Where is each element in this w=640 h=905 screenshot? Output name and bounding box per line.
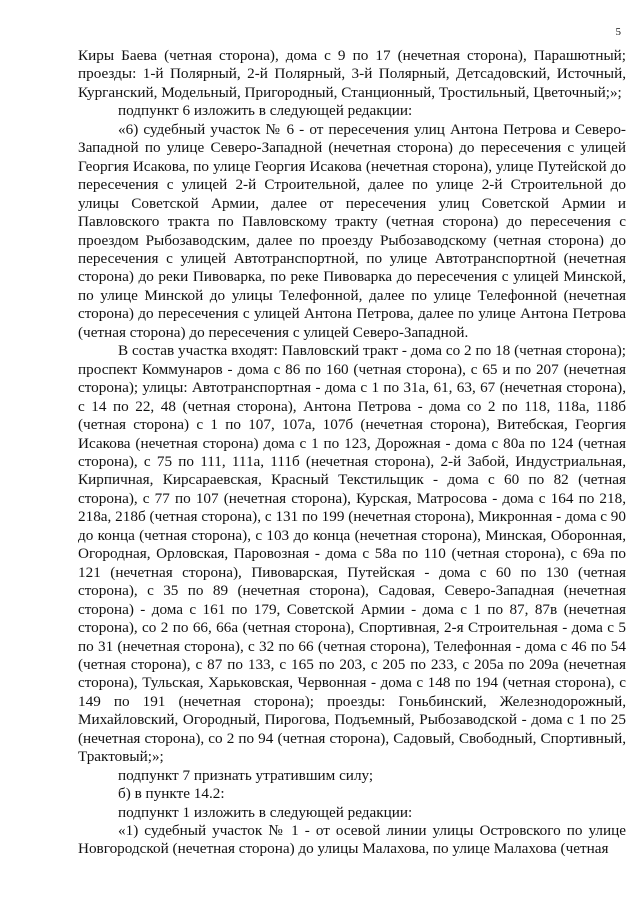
paragraph-subpoint-6-heading: подпункт 6 изложить в следующей редакции: xyxy=(118,102,413,120)
paragraph-subpoint-7: подпункт 7 признать утратившим силу; xyxy=(118,766,374,784)
paragraph-court-district-1: «1) судебный участок № 1 - от осевой линии улицы Островского по улице Новгородской (нечетная сторона) до улицы Малахова, по улице Малахова (четная xyxy=(78,822,626,858)
paragraph-court-district-6: «6) судебный участок № 6 - от пересечения улиц Антона Петрова и Северо-Западной по улице Северо-Западной (нечетная сторона) до пересечения с улицей Георгия Исакова, по улице Георгия Исакова (нечетная сторона), улице Путейской до пересечения с улицей 2-й Строительной, далее по улице 2-й Строительной до улицы Советской Армии, далее от пересечения улиц Советской Армии и Павловского тракта по Павловскому тракту (четная сторона) до пересечения с проездом Рыбозаводским, далее по проезду Рыбозаводскому (четная сторона) до пересечения с улицей Автотранспортной, по улице Автотранспортной (нечетная сторона) до реки Пивоварка, по реке Пивоварка до пересечения с улицей Минской, по улице Минской до улицы Телефонной, далее по улице Телефонной (нечетная сторона) до пересечения с улицей Антона Петрова, далее по улице Антона Петрова (четная сторона) до пересечения с улицей Северо-Западной. xyxy=(78,120,626,341)
paragraph-district-composition: В состав участка входят: Павловский тракт - дома со 2 по 18 (четная сторона); проспект Коммунаров - дома с 86 по 160 (четная сторона), с 65 и по 207 (нечетная сторона); улицы: Автотранспортная - дома с 1 по 31а, 61, 63, 67 (нечетная сторона), с 14 по 22, 48 (четная сторона), Антона Петрова - дома со 2 по 118, 118а, 118б (четная сторона) с 1 по 107, 107а, 107б (нечетная сторона), Витебская, Георгия Исакова (нечетная сторона) дома с 1 по 123, Дорожная - дома с 80а по 124 (четная сторона), с 75 по 111, 111а, 111б (нечетная сторона), 2-й Забой, Индустриальная, Кирпичная, Кирсараевская, Красный Текстильщик - дома с 60 по 82 (четная сторона), с 77 по 107 (нечетная сторона), Курская, Матросова - дома с 164 по 218, 218а, 218б (четная сторона), с 131 по 199 (нечетная сторона), Микронная - дома с 90 до конца (четная сторона), с 103 до конца (нечетная сторона), Минская, Оборонная, Огородная, Орловская, Паровозная - дома с 58а по 110 (четная сторона), с 69а по 121 (нечетная сторона), Пивоварская, Путейская - дома с 60 по 130 (четная сторона), с 35 по 89 (нечетная сторона), Садовая, Северо-Западная (нечетная сторона) - дома с 161 по 179, Советской Армии - дома с 1 по 87, 87в (нечетная сторона), со 2 по 66, 66а (четная сторона), Спортивная, 2-я Строительная - дома с 5 по 31 (нечетная сторона), с 32 по 66 (четная сторона), Телефонная - дома с 46 по 54 (четная сторона), с 87 по 133, с 165 по 203, с 205 по 233, с 205а по 209а (нечетная сторона), Тульская, Харьковская, Червонная - дома с 148 по 194 (четная сторона), с 149 по 191 (нечетная сторона); проезды: Гоньбинский, Железнодорожный, Михайловский, Огородный, Пирогова, Подъемный, Рыбозаводской - дома с 1 по 25 (нечетная сторона), со 2 по 94 (четная сторона), Садовый, Свободный, Спортивный, Трактовый;»; xyxy=(78,342,626,766)
paragraph-continuation: Киры Баева (четная сторона), дома с 9 по 17 (нечетная сторона), Парашютный; проезды: 1-й Полярный, 2-й Полярный, 3-й Полярный, Детсадовский, Источный, Курганский, Модельный, Пригородный, Станционный, Тростильный, Цветочный;»; xyxy=(78,47,626,101)
page-number: 5 xyxy=(615,26,621,38)
paragraph-point-14-2: б) в пункте 14.2: xyxy=(118,785,225,803)
paragraph-subpoint-1-heading: подпункт 1 изложить в следующей редакции: xyxy=(118,803,413,821)
document-body xyxy=(78,47,626,859)
